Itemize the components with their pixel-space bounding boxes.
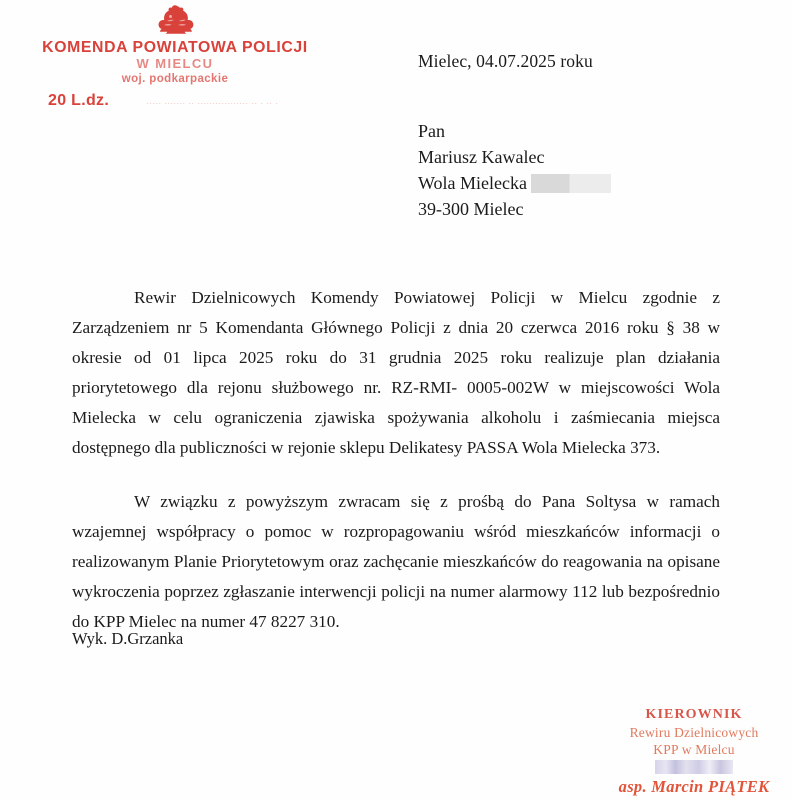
letter-body: [72, 283, 720, 637]
date-line: Mielec, 04.07.2025 roku: [418, 51, 593, 71]
polish-eagle-emblem-icon: [40, 4, 310, 42]
signature-subtitle-1: Rewiru Dzielnicowych: [629, 724, 759, 740]
header-office-stamp: [40, 4, 310, 110]
signature-name: asp. Marcin PIĄTEK: [618, 776, 770, 796]
recipient-street: Wola Mielecka: [418, 173, 528, 193]
recipient-city: 39-300 Mielec: [418, 199, 524, 219]
stamp-reference-dotted-line: ..... ....... .. ................. .. . .. .: [146, 96, 279, 106]
recipient-block: [418, 118, 611, 222]
body-paragraph-2: W związku z powyższym zwracam się z prośbą do Pana Soltysa w ramach wzajemnej współpracy o pomoc w rozpropagowaniu wśród mieszkańców informacji o realizowanym Planie Priorytetowym oraz zachęcanie mieszkańców do reagowania na opisane wykroczenia poprzez zgłaszanie interwencji policji na numer alarmowy 112 lub bezpośrednio do KPP Mielec na numer 47 8227 310.: [72, 492, 720, 631]
stamp-office-name: KOMENDA POWIATOWA POLICJI: [42, 39, 308, 56]
stamp-office-city: W MIELCU: [136, 56, 214, 72]
redacted-address-block: [531, 174, 611, 193]
recipient-name: Mariusz Kawalec: [418, 147, 545, 167]
stamp-office-voivodeship: woj. podkarpackie: [121, 73, 229, 86]
signature-stamp: [598, 706, 790, 797]
redacted-signature-block: [655, 760, 733, 774]
stamp-reference-number: 20 L.dz.: [48, 92, 110, 109]
recipient-street-line: [418, 170, 611, 196]
prepared-by-line: Wyk. D.Grzanka: [72, 629, 184, 648]
body-paragraph-1: Rewir Dzielnicowych Komendy Powiatowej Policji w Mielcu zgodnie z Zarządzeniem nr 5 Komendanta Głównego Policji z dnia 20 czerwca 2016 roku § 38 w okresie od 01 lipca 2025 roku do 31 grudnia 2025 roku realizuje plan działania priorytetowego dla rejonu służbowego nr. RZ-RMI- 0005-002W w miejscowości Wola Mielecka w celu ograniczenia zjawiska spożywania alkoholu i zaśmiecania miejsca dostępnego dla publiczności w rejonie sklepu Delikatesy PASSA Wola Mielecka 373.: [72, 288, 720, 457]
recipient-salutation: Pan: [418, 121, 445, 141]
signature-title: KIEROWNIK: [645, 707, 743, 722]
signature-subtitle-2: KPP w Mielcu: [653, 741, 735, 757]
stamp-reference-row: [40, 92, 310, 110]
